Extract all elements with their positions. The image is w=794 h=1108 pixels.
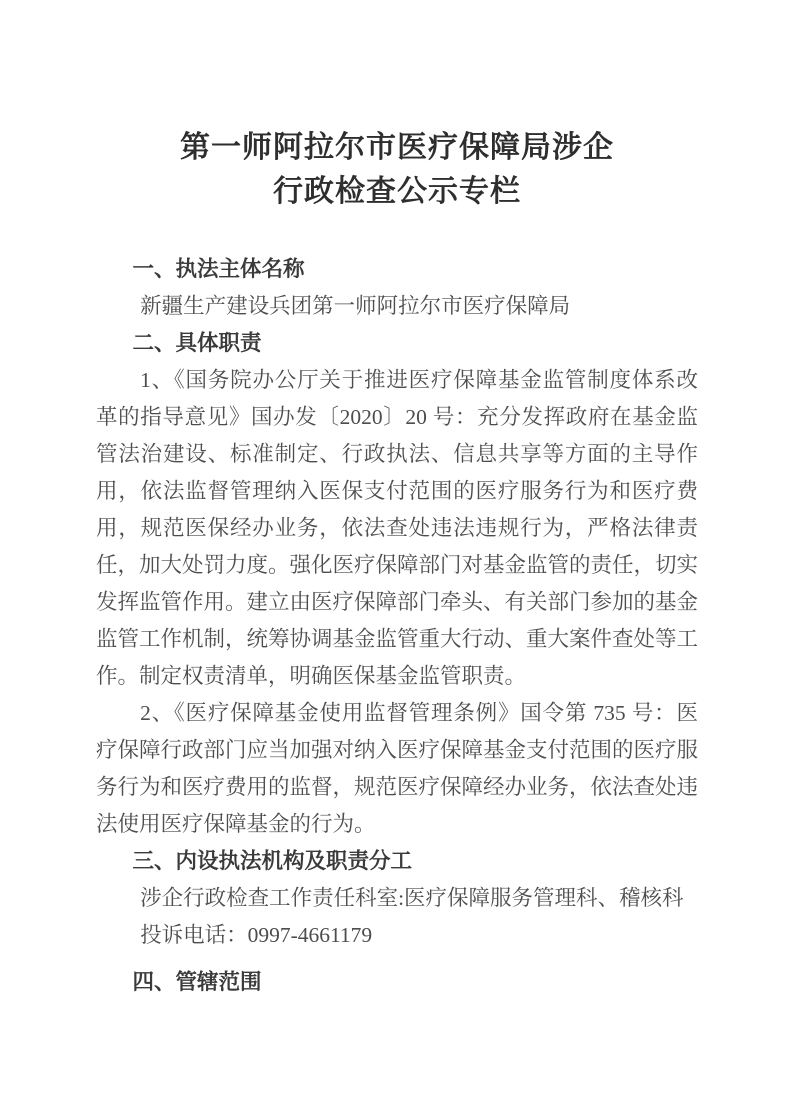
section-1-heading: 一、执法主体名称 (132, 257, 305, 281)
section-2-heading: 二、具体职责 (132, 331, 262, 355)
section-2-paragraph-1: 1、《国务院办公厅关于推进医疗保障基金监管制度体系改革的指导意见》国办发〔2020〕20 号：充分发挥政府在基金监管法治建设、标准制定、行政执法、信息共享等方面的主导作用，依法监督管理纳入医保支付范围的医疗服务行为和医疗费用，规范医保经办业务，依法查处违法违规行为，严格法律责任，加大处罚力度。强化医疗保障部门对基金监管的责任，切实发挥监管作用。建立由医疗保障部门牵头、有关部门参加的基金监管工作机制，统筹协调基金监管重大行动、重大案件查处等工作。制定权责清单，明确医保基金监管职责。 (96, 368, 699, 688)
document-title-line-2: 行政检查公示专栏 (273, 175, 521, 208)
section-3-paragraph-complaint-phone: 投诉电话：0997-4661179 (140, 923, 373, 947)
document-title (96, 126, 698, 214)
section-1-paragraph-authority-name: 新疆生产建设兵团第一师阿拉尔市医疗保障局 (140, 294, 571, 318)
section-2-paragraph-2: 2、《医疗保障基金使用监督管理条例》国令第 735 号：医疗保障行政部门应当加强对纳入医疗保障基金支付范围的医疗服务行为和医疗费用的监督，规范医疗保障经办业务，依法查处违法使用医疗保障基金的行为。 (96, 701, 699, 836)
document-body (96, 251, 698, 1001)
section-4-heading: 四、管辖范围 (132, 970, 262, 994)
document-title-line-1: 第一师阿拉尔市医疗保障局涉企 (180, 131, 614, 164)
section-3-paragraph-responsible-offices: 涉企行政检查工作责任科室:医疗保障服务管理科、稽核科 (140, 886, 684, 910)
section-3-heading: 三、内设执法机构及职责分工 (132, 849, 413, 873)
